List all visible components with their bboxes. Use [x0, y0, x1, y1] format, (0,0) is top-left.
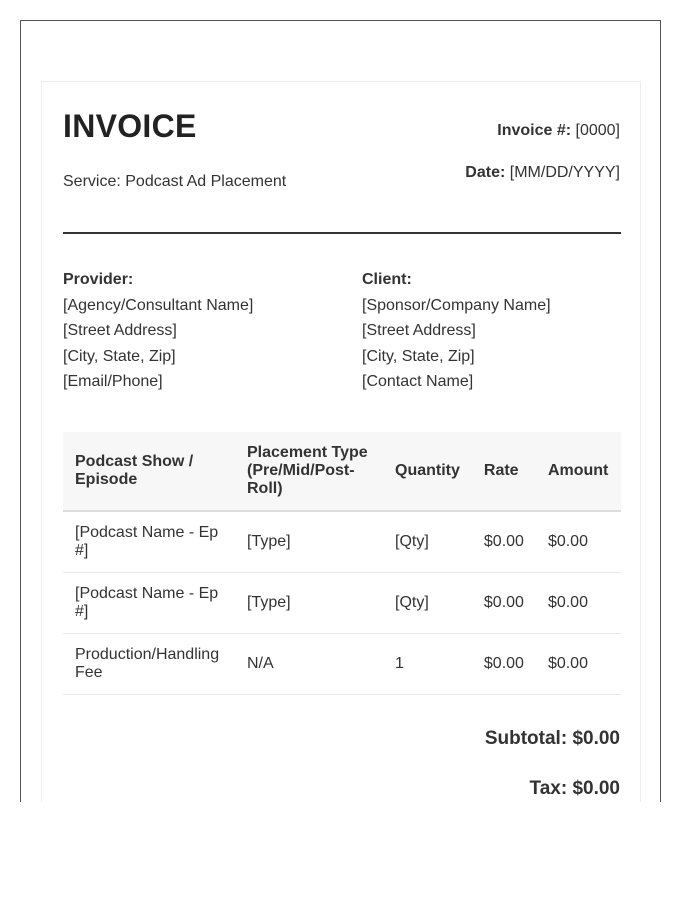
client-block [362, 267, 551, 395]
cell-amount: $0.00 [536, 511, 621, 573]
column-header-placement: Placement Type (Pre/Mid/Post-Roll) [235, 432, 383, 511]
invoice-number [497, 122, 620, 140]
provider-block [63, 267, 253, 395]
column-header-show: Podcast Show / Episode [63, 432, 235, 511]
column-header-rate: Rate [472, 432, 536, 511]
client-street: [Street Address] [362, 322, 476, 340]
cell-placement: N/A [235, 634, 383, 695]
column-header-amount: Amount [536, 432, 621, 511]
table-row [63, 511, 621, 573]
table-row [63, 634, 621, 695]
tax-total: Tax: $0.00 [529, 778, 620, 799]
cell-show: [Podcast Name - Ep #] [63, 573, 235, 634]
cell-placement: [Type] [235, 511, 383, 573]
invoice-number-label: Invoice #: [497, 122, 572, 139]
cell-quantity: [Qty] [383, 573, 472, 634]
invoice-date [465, 164, 620, 182]
invoice-number-value: [0000] [575, 122, 620, 139]
cell-rate: $0.00 [472, 634, 536, 695]
client-heading: Client: [362, 271, 412, 288]
header-divider [63, 232, 621, 234]
cell-rate: $0.00 [472, 573, 536, 634]
provider-name: [Agency/Consultant Name] [63, 296, 254, 314]
cell-placement: [Type] [235, 573, 383, 634]
invoice-date-label: Date: [465, 164, 506, 181]
subtotal: Subtotal: $0.00 [484, 728, 620, 749]
column-header-quantity: Quantity [383, 432, 472, 511]
cell-quantity: 1 [383, 634, 472, 695]
client-city: [City, State, Zip] [362, 347, 475, 365]
client-contact: [Contact Name] [362, 373, 474, 391]
cell-amount: $0.00 [536, 634, 621, 695]
provider-heading: Provider: [63, 271, 134, 288]
invoice-title: INVOICE [63, 108, 197, 144]
document-frame [20, 20, 661, 802]
invoice-date-value: [MM/DD/YYYY] [509, 164, 620, 181]
cell-quantity: [Qty] [383, 511, 472, 573]
cell-rate: $0.00 [472, 511, 536, 573]
client-name: [Sponsor/Company Name] [362, 296, 551, 314]
provider-contact: [Email/Phone] [63, 373, 163, 391]
cell-amount: $0.00 [536, 573, 621, 634]
cell-show: Production/Handling Fee [63, 634, 235, 695]
table-row [63, 573, 621, 634]
cell-show: [Podcast Name - Ep #] [63, 511, 235, 573]
invoice-sheet [41, 81, 641, 802]
table-header-row [63, 432, 621, 511]
provider-city: [City, State, Zip] [63, 347, 176, 365]
provider-street: [Street Address] [63, 322, 177, 340]
line-items-table [63, 432, 621, 695]
service-description: Service: Podcast Ad Placement [63, 173, 287, 190]
